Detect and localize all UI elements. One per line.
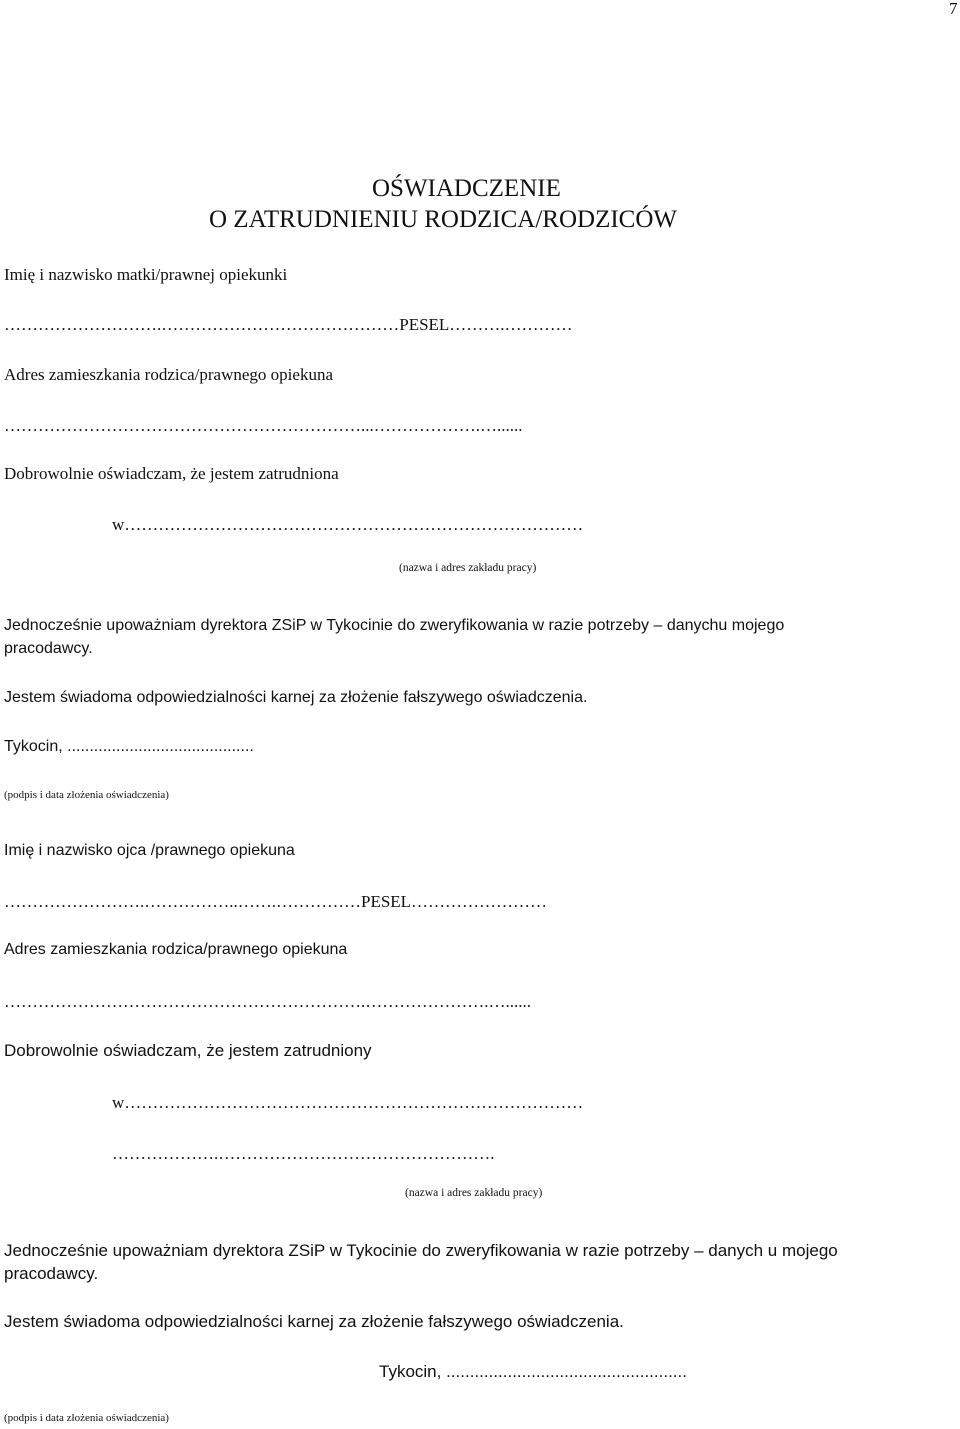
father-address-label: Adres zamieszkania rodzica/prawnego opiekuna (4, 941, 348, 958)
father-authorization-text-end: pracodawcy. (4, 1264, 99, 1283)
mother-workplace-field[interactable]: w……………………………………………………………………… (112, 515, 584, 534)
father-signature-caption: (podpis i data złożenia oświadczenia) (4, 1412, 169, 1424)
father-place-date-field[interactable]: Tykocin, ................................................... (379, 1362, 687, 1381)
father-authorization-text: Jednocześnie upoważniam dyrektora ZSiP w Tykocinie do zweryfikowania w razie potrzeby – danych u mojego (4, 1241, 838, 1260)
mother-employment-declaration: Dobrowolnie oświadczam, że jestem zatrudniona (4, 464, 339, 483)
document-subtitle: O ZATRUDNIENIU RODZICA/RODZICÓW (209, 206, 678, 233)
mother-workplace-caption: (nazwa i adres zakładu pracy) (399, 562, 537, 574)
mother-responsibility-statement: Jestem świadoma odpowiedzialności karnej za złożenie fałszywego oświadczenia. (4, 689, 588, 706)
mother-name-label: Imię i nazwisko matki/prawnej opiekunki (4, 265, 288, 284)
mother-signature-caption: (podpis i data złożenia oświadczenia) (4, 789, 169, 801)
page-number: 7 (949, 0, 958, 18)
father-workplace-caption: (nazwa i adres zakładu pracy) (405, 1187, 543, 1199)
mother-place-date-field[interactable]: Tykocin, .......................................... (4, 738, 254, 755)
father-address-field[interactable]: ……………………………………………………….………………….…...... (4, 992, 531, 1011)
father-workplace-field[interactable]: w……………………………………………………………………… (112, 1093, 584, 1112)
mother-authorization-text: Jednocześnie upoważniam dyrektora ZSiP w Tykocinie do zweryfikowania w razie potrzeby – danychu mojego (4, 617, 785, 634)
father-name-label: Imię i nazwisko ojca /prawnego opiekuna (4, 842, 295, 859)
father-employment-declaration: Dobrowolnie oświadczam, że jestem zatrudniony (4, 1041, 372, 1060)
father-responsibility-statement: Jestem świadoma odpowiedzialności karnej za złożenie fałszywego oświadczenia. (4, 1312, 624, 1331)
mother-name-pesel-field[interactable]: ……………………….……………………………………PESEL……….………… (4, 315, 573, 334)
father-workplace-field-continued[interactable]: ……………….…………………………………………. (112, 1144, 495, 1163)
mother-authorization-text-end: pracodawcy. (4, 640, 93, 657)
mother-address-field[interactable]: ………………………………………………………...……………….…...... (4, 416, 523, 435)
document-title: OŚWIADCZENIE (372, 175, 561, 202)
father-name-pesel-field[interactable]: …………………….……………..…….……………PESEL…………………… (4, 892, 548, 911)
mother-address-label: Adres zamieszkania rodzica/prawnego opiekuna (4, 365, 333, 384)
